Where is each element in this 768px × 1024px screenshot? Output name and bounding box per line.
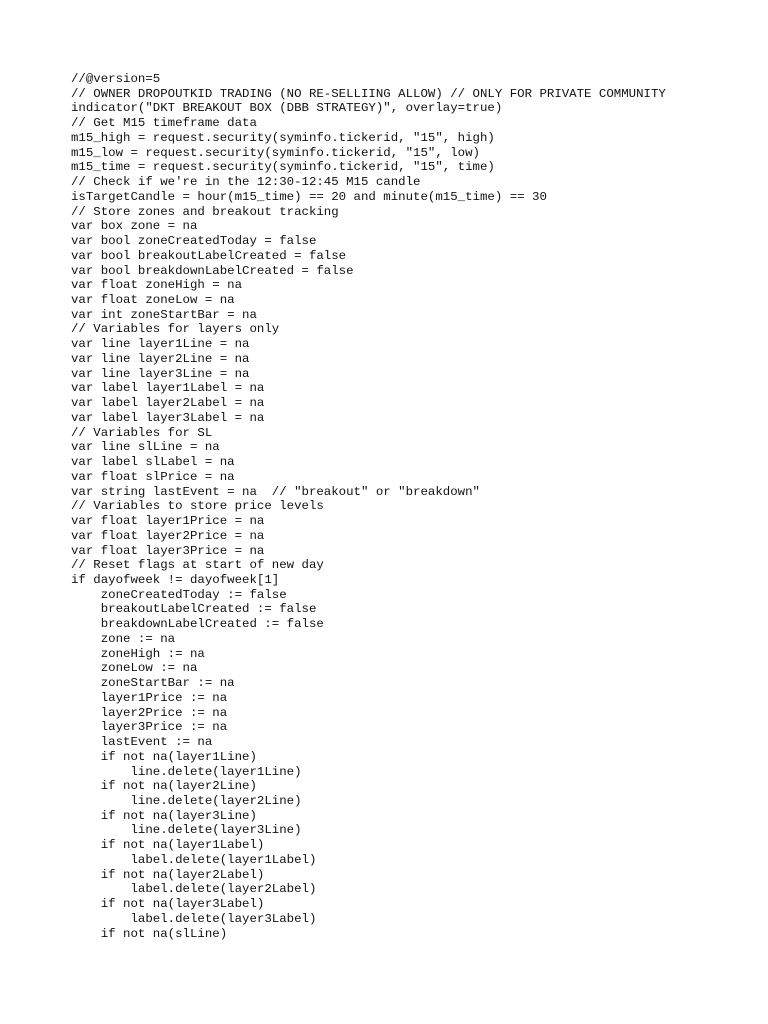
code-line: // Check if we're in the 12:30-12:45 M15 candle: [71, 175, 421, 190]
code-line: var label layer3Label = na: [71, 410, 265, 425]
code-line: //@version=5: [71, 72, 161, 86]
code-line: var float slPrice = na: [71, 469, 235, 484]
code-line: line.delete(layer3Line): [71, 823, 302, 838]
code-line: zoneHigh := na: [71, 646, 205, 661]
code-line: // Variables to store price levels: [71, 499, 324, 514]
code-line: if not na(layer3Line): [71, 808, 257, 823]
code-line: breakdownLabelCreated := false: [71, 617, 324, 632]
code-line: // Variables for SL: [71, 425, 213, 440]
code-line: var float zoneHigh = na: [71, 278, 243, 293]
code-line: layer3Price := na: [71, 720, 228, 735]
code-line: var label layer2Label = na: [71, 396, 265, 411]
code-line: var label layer1Label = na: [71, 381, 265, 396]
code-line: var box zone = na: [71, 219, 198, 234]
code-line: zoneLow := na: [71, 661, 198, 676]
code-line: if dayofweek != dayofweek[1]: [71, 572, 280, 587]
code-line: isTargetCandle = hour(m15_time) == 20 and minute(m15_time) == 30: [71, 189, 547, 204]
code-listing: [71, 72, 751, 941]
code-line: indicator("DKT BREAKOUT BOX (DBB STRATEGY)", overlay=true): [71, 101, 503, 116]
code-line: if not na(layer1Label): [71, 838, 265, 853]
code-line: var line slLine = na: [71, 440, 220, 455]
code-line: var line layer3Line = na: [71, 366, 250, 381]
code-line: m15_high = request.security(syminfo.tickerid, "15", high): [71, 130, 495, 145]
code-line: var bool breakoutLabelCreated = false: [71, 248, 347, 263]
code-line: var int zoneStartBar = na: [71, 307, 257, 322]
code-line: zone := na: [71, 631, 176, 646]
code-line: var line layer1Line = na: [71, 337, 250, 352]
code-line: if not na(layer2Line): [71, 779, 257, 794]
code-line: var line layer2Line = na: [71, 351, 250, 366]
code-line: // Reset flags at start of new day: [71, 558, 324, 573]
code-line: // Variables for layers only: [71, 322, 280, 337]
code-line: line.delete(layer2Line): [71, 793, 302, 808]
code-line: breakoutLabelCreated := false: [71, 602, 317, 617]
code-line: var float layer2Price = na: [71, 528, 265, 543]
code-line: zoneStartBar := na: [71, 676, 235, 691]
code-line: var string lastEvent = na // "breakout" or "breakdown": [71, 484, 480, 499]
code-line: var bool zoneCreatedToday = false: [71, 234, 317, 249]
code-line: layer2Price := na: [71, 705, 228, 720]
code-line: var label slLabel = na: [71, 455, 235, 470]
code-line: m15_low = request.security(syminfo.tickerid, "15", low): [71, 145, 480, 160]
code-line: if not na(slLine): [71, 926, 228, 941]
code-line: // OWNER DROPOUTKID TRADING (NO RE-SELLIING ALLOW) // ONLY FOR PRIVATE COMMUNITY: [71, 86, 666, 101]
code-line: zoneCreatedToday := false: [71, 587, 287, 602]
code-line: line.delete(layer1Line): [71, 764, 302, 779]
code-line: // Get M15 timeframe data: [71, 116, 257, 131]
code-line: label.delete(layer2Label): [71, 882, 317, 897]
code-line: if not na(layer1Line): [71, 749, 257, 764]
code-line: if not na(layer2Label): [71, 867, 265, 882]
code-line: var float layer1Price = na: [71, 514, 265, 529]
code-line: var float layer3Price = na: [71, 543, 265, 558]
code-line: // Store zones and breakout tracking: [71, 204, 339, 219]
code-line: layer1Price := na: [71, 690, 228, 705]
code-line: var float zoneLow = na: [71, 293, 235, 308]
code-line: label.delete(layer3Label): [71, 911, 317, 926]
code-line: lastEvent := na: [71, 735, 213, 750]
code-line: var bool breakdownLabelCreated = false: [71, 263, 354, 278]
code-line: label.delete(layer1Label): [71, 852, 317, 867]
code-line: m15_time = request.security(syminfo.tickerid, "15", time): [71, 160, 495, 175]
code-line: if not na(layer3Label): [71, 897, 265, 912]
